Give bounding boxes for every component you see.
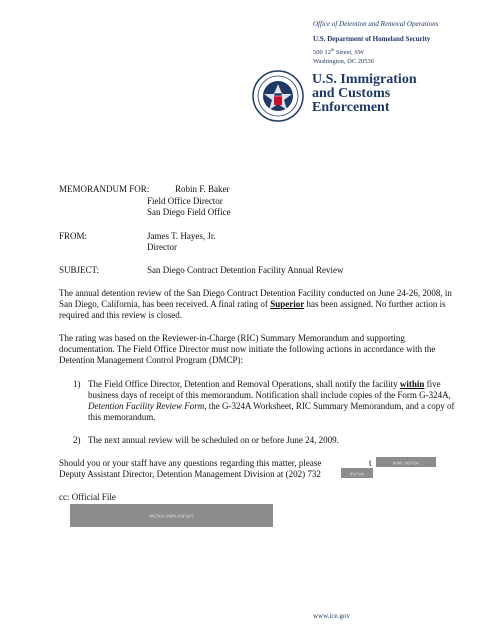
department-name: U.S. Department of Homeland Security — [313, 35, 431, 43]
memo-subject-text: San Diego Contract Detention Facility Annual Review — [147, 265, 344, 275]
redaction-box-1: (b)(6), (b)(7)(c) — [376, 457, 436, 467]
paragraph-2: The rating was based on the Reviewer-in-Charge (RIC) Summary Memorandum and supporting documentation. The Field Office Director must now initiate the following actions in accordance with the Detention Management Control Program (DMCP): — [59, 333, 436, 365]
item1-text-c: the G-324A Worksheet, RIC Summary Memorandum, and a copy of this memorandum. — [88, 401, 455, 422]
street-number: 500 12 — [313, 49, 331, 57]
memo-from-name: James T. Hayes, Jr. — [147, 231, 216, 241]
list-item-1 — [73, 379, 463, 425]
address-block — [313, 45, 374, 66]
footer-url: www.ice.gov — [313, 612, 350, 620]
item1-text-b: five business days of receipt of this memorandum. Notification shall include copies of the Form G-324A, — [88, 379, 451, 400]
memo-for-name: Robin F. Baker — [175, 184, 230, 194]
paragraph-1 — [59, 288, 459, 321]
memo-subject-label: SUBJECT: — [59, 265, 100, 275]
memo-from-label: FROM: — [59, 231, 88, 241]
dhs-seal — [252, 70, 304, 122]
agency-name — [312, 73, 417, 115]
dhs-seal-icon — [252, 70, 304, 122]
agency-line-1: U.S. Immigration — [312, 72, 417, 87]
memo-from-title: Director — [147, 242, 177, 252]
street-address — [313, 45, 374, 57]
city-line: Washington, DC 20536 — [313, 58, 375, 66]
cc-line: cc: Official File — [59, 492, 116, 502]
office-name: Office of Detention and Removal Operations — [313, 20, 439, 28]
closing-line-2: Deputy Assistant Director, Detention Management Division at (202) 732 — [59, 469, 321, 479]
list-text-2: The next annual review will be scheduled on or before June 24, 2009. — [88, 435, 339, 445]
list-text-1 — [88, 379, 463, 423]
p1-text-a: The annual detention review of the San Diego Contract Detention Facility conducted on June 24-26, 2008, in San Diego, California, has been received. A final rating of — [59, 288, 452, 309]
item1-form-title: Detention Facility Review Form, — [88, 401, 207, 411]
agency-line-3: Enforcement — [312, 100, 390, 115]
memo-for-label: MEMORANDUM FOR: — [59, 184, 150, 194]
list-number-2: 2) — [73, 435, 81, 445]
redaction-box-2: (b)(7)(c) — [341, 468, 373, 478]
rating-value: Superior — [270, 299, 305, 309]
list-number-1: 1) — [73, 379, 81, 389]
memo-for-title: Field Office Director — [147, 196, 223, 206]
memo-for-office: San Diego Field Office — [147, 207, 231, 217]
street-name: Street, SW — [334, 49, 365, 57]
p1-text-b: has been assigned. No further action is required and this review is closed. — [59, 299, 446, 320]
list-item-2 — [73, 435, 463, 447]
item1-text-a: The Field Office Director, Detention and Removal Operations, shall notify the facility — [88, 379, 400, 389]
redaction-box-3: (b)(7)(c), (b)(6), (b)(7)(C) — [70, 504, 273, 527]
closing-line-1: Should you or your staff have any questions regarding this matter, please — [59, 458, 322, 468]
agency-line-2: and Customs — [312, 86, 391, 101]
street-suffix: th — [330, 47, 335, 52]
closing-t: t — [369, 458, 372, 468]
item1-within: within — [399, 379, 425, 389]
